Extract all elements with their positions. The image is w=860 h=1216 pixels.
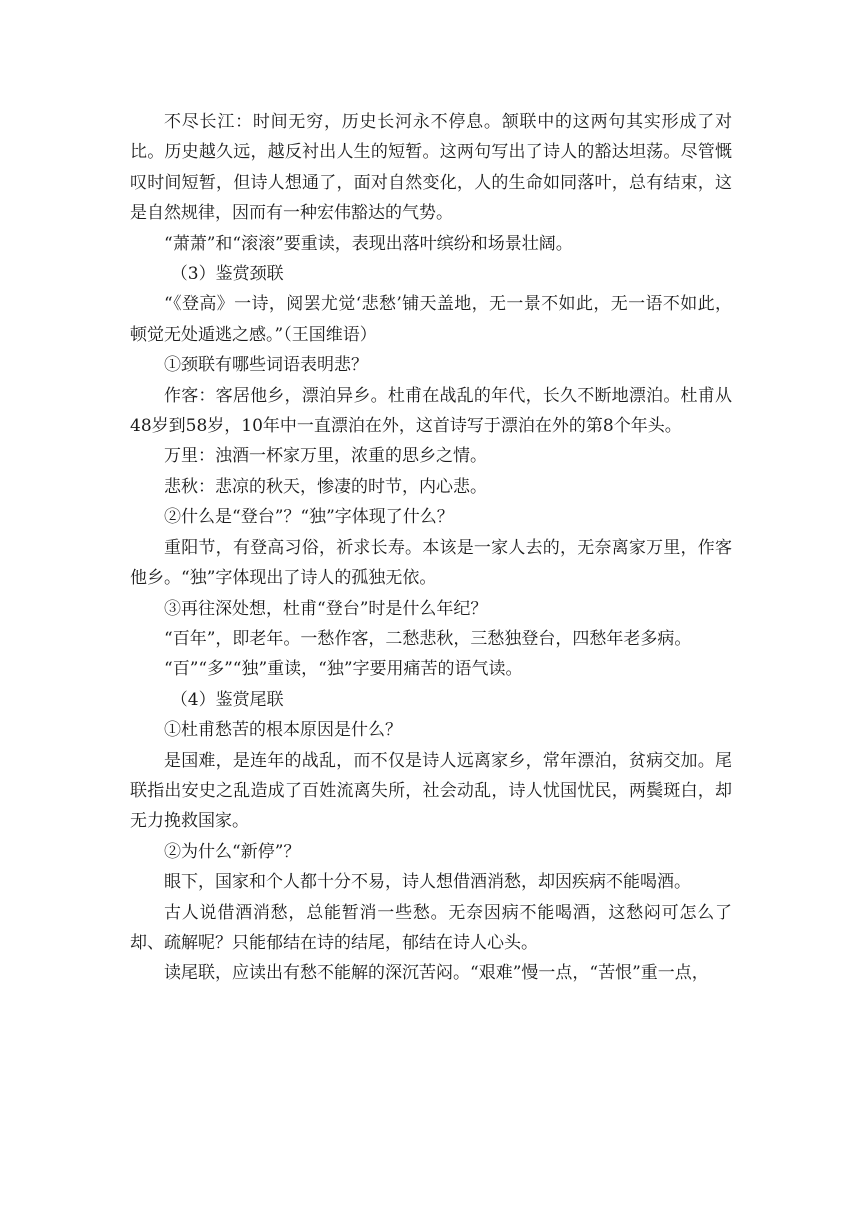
question: ②为什么“新停”？ xyxy=(164,841,301,862)
paragraph: 作客：客居他乡，漂泊异乡。杜甫在战乱的年代，长久不断地漂泊。杜甫从48岁到58岁，10年中一直漂泊在外，这首诗写于漂泊在外的第8个年头。 xyxy=(130,385,732,437)
question: ①颈联有哪些词语表明悲？ xyxy=(164,355,368,376)
paragraph: “萧萧”和“滚滚”要重读，表现出落叶缤纷和场景壮阔。 xyxy=(164,233,573,254)
section-heading: （3）鉴赏颈联 xyxy=(170,264,284,285)
paragraph: 重阳节，有登高习俗，祈求长寿。本该是一家人去的，无奈离家万里，作客他乡。“独”字体现出了诗人的孤独无依。 xyxy=(130,537,732,589)
paragraph: “百”“多”“独”重读，“独”字要用痛苦的语气读。 xyxy=(164,659,523,680)
paragraph: “《登高》一诗，阅罢尤觉‘悲愁’铺天盖地，无一景不如此，无一语不如此，顿觉无处遁逃之感。”（王国维语） xyxy=(130,294,732,345)
paragraph: 不尽长江：时间无穷，历史长河永不停息。颔联中的这两句其实形成了对比。历史越久远，越反衬出人生的短暂。这两句写出了诗人的豁达坦荡。尽管慨叹时间短暂，但诗人想通了，面对自然变化，人的生命如同落叶，总有结束，这是自然规律，因而有一种宏伟豁达的气势。 xyxy=(130,112,732,224)
paragraph: 古人说借酒消愁，总能暂消一些愁。无奈因病不能喝酒，这愁闷可怎么了却、疏解呢？只能郁结在诗的结尾，郁结在诗人心头。 xyxy=(130,902,732,953)
paragraph: 读尾联，应读出有愁不能解的深沉苦闷。“艰难”慢一点，“苦恨”重一点， xyxy=(164,963,709,984)
question: ②什么是“登台”？“独”字体现了什么？ xyxy=(164,507,454,528)
question: ①杜甫愁苦的根本原因是什么？ xyxy=(164,720,402,741)
paragraph: 是国难，是连年的战乱，而不仅是诗人远离家乡，常年漂泊，贫病交加。尾联指出安史之乱造成了百姓流离失所，社会动乱，诗人忧国忧民，两鬓斑白，却无力挽救国家。 xyxy=(130,750,732,832)
paragraph: 万里：浊酒一杯家万里，浓重的思乡之情。 xyxy=(164,446,487,467)
section-heading: （4）鉴赏尾联 xyxy=(170,689,284,710)
paragraph: “百年”，即老年。一愁作客，二愁悲秋，三愁独登台，四愁年老多病。 xyxy=(164,628,692,649)
document-body xyxy=(130,107,732,989)
question: ③再往深处想，杜甫“登台”时是什么年纪？ xyxy=(164,598,488,619)
paragraph: 眼下，国家和个人都十分不易，诗人想借酒消愁，却因疾病不能喝酒。 xyxy=(164,872,691,893)
paragraph: 悲秋：悲凉的秋天，惨凄的时节，内心悲。 xyxy=(164,476,487,497)
